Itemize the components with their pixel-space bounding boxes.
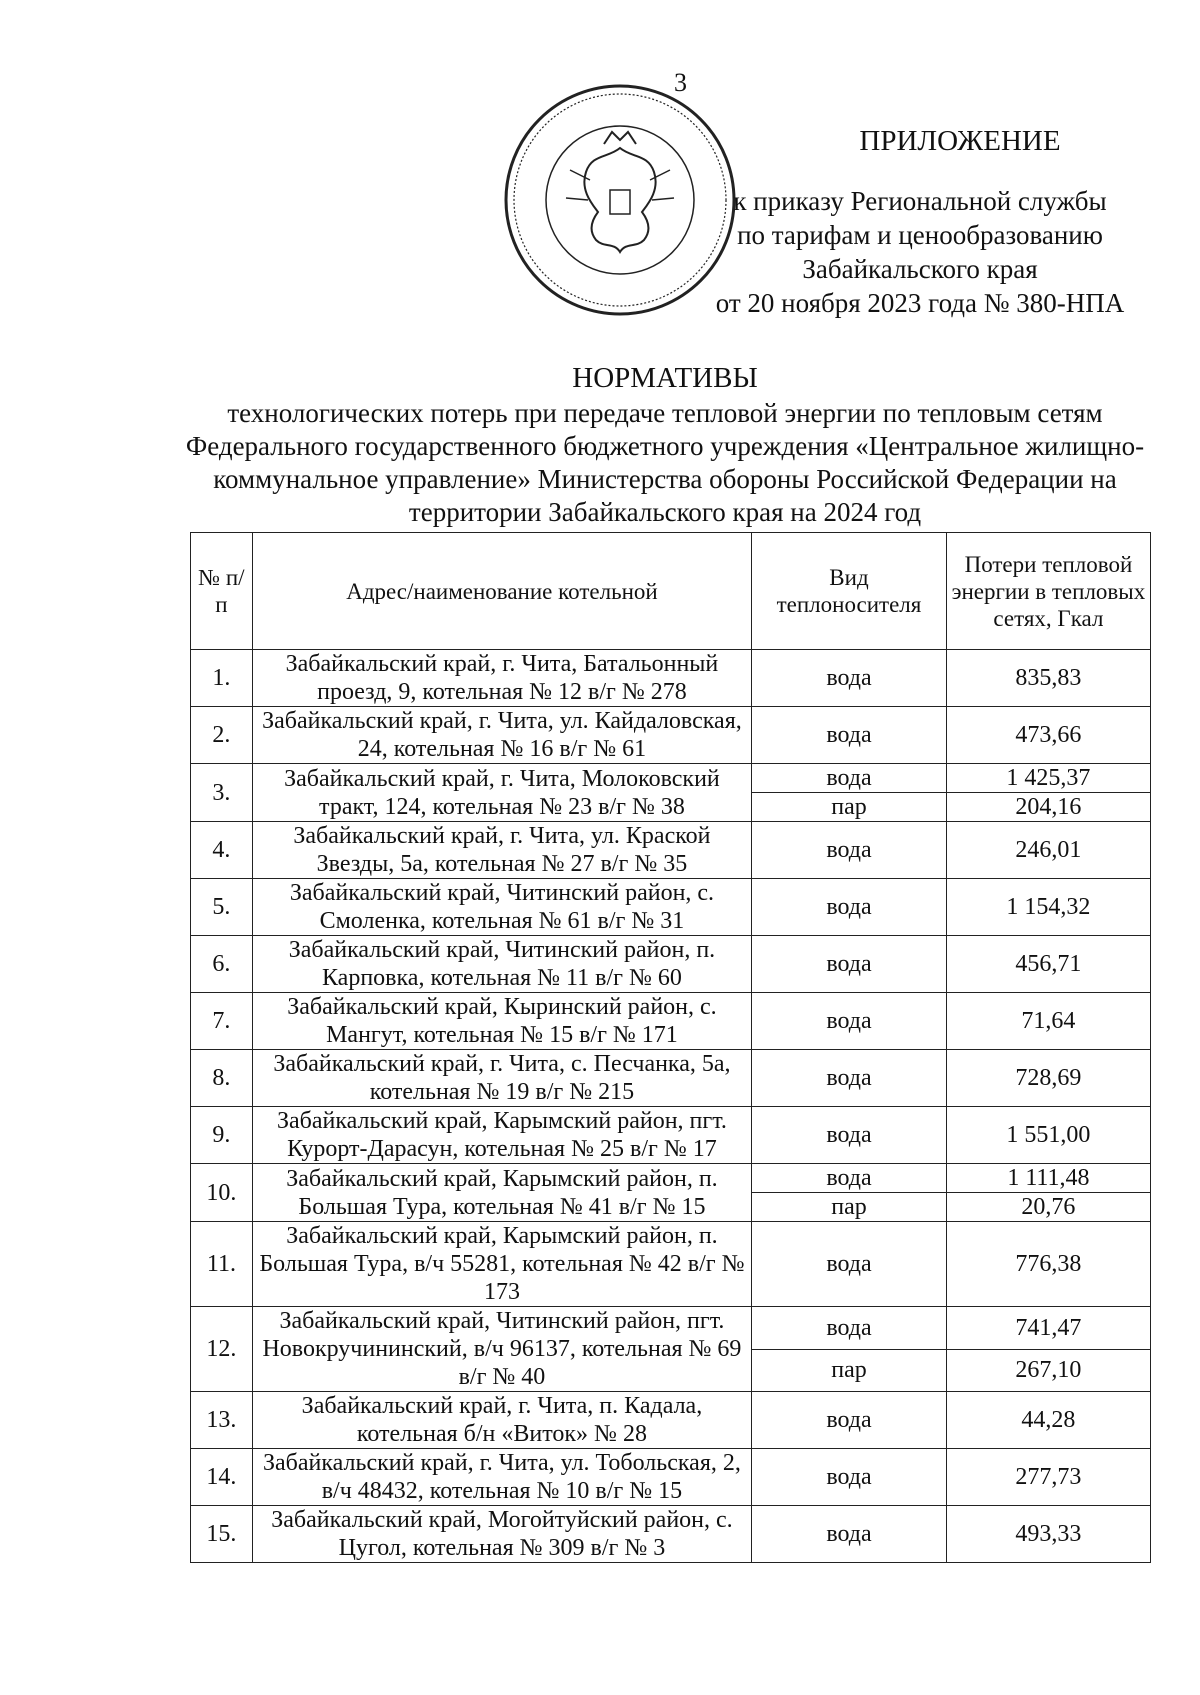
table-row — [191, 1164, 1151, 1193]
heat-carrier: вода — [752, 1222, 947, 1307]
boiler-address: Забайкальский край, г. Чита, ул. Краской Звезды, 5а, котельная № 27 в/г № 35 — [252, 822, 751, 879]
boiler-address: Забайкальский край, г. Чита, Молоковский тракт, 124, котельная № 23 в/г № 38 — [252, 764, 751, 822]
heat-carrier: вода — [752, 1307, 947, 1350]
table-row — [191, 879, 1151, 936]
heat-carrier: вода — [752, 1107, 947, 1164]
boiler-address: Забайкальский край, г. Чита, ул. Тобольская, 2, в/ч 48432, котельная № 10 в/г № 15 — [252, 1449, 751, 1506]
row-number: 8. — [191, 1050, 253, 1107]
heat-carrier: вода — [752, 1449, 947, 1506]
heat-loss-value: 277,73 — [946, 1449, 1150, 1506]
table-body — [191, 650, 1151, 1563]
header-carrier: Вид теплоносителя — [752, 533, 947, 650]
heat-loss-value: 20,76 — [946, 1193, 1150, 1222]
row-number: 14. — [191, 1449, 253, 1506]
heat-carrier: вода — [752, 650, 947, 707]
heat-loss-value: 1 425,37 — [946, 764, 1150, 793]
row-number: 1. — [191, 650, 253, 707]
heat-carrier: вода — [752, 993, 947, 1050]
boiler-address: Забайкальский край, Карымский район, пгт. Курорт-Дарасун, котельная № 25 в/г № 17 — [252, 1107, 751, 1164]
row-number: 6. — [191, 936, 253, 993]
header-num: № п/п — [191, 533, 253, 650]
row-number: 7. — [191, 993, 253, 1050]
table-row — [191, 1050, 1151, 1107]
heat-loss-value: 835,83 — [946, 650, 1150, 707]
table-row — [191, 1222, 1151, 1307]
document-subtitle: технологических потерь при передаче тепловой энергии по тепловым сетям Федерального государственного бюджетного учреждения «Центральное жилищно-коммунальное управление» Министерства обороны Российской Федерации на территории Забайкальского края на 2024 год — [185, 398, 1145, 527]
heat-carrier: вода — [752, 764, 947, 793]
boiler-address: Забайкальский край, г. Чита, с. Песчанка, 5а, котельная № 19 в/г № 215 — [252, 1050, 751, 1107]
row-number: 10. — [191, 1164, 253, 1222]
heat-carrier: вода — [752, 879, 947, 936]
heat-carrier: вода — [752, 1050, 947, 1107]
table-row — [191, 1107, 1151, 1164]
boiler-address: Забайкальский край, Могойтуйский район, с. Цугол, котельная № 309 в/г № 3 — [252, 1506, 751, 1563]
table-row — [191, 1392, 1151, 1449]
heat-carrier: вода — [752, 1164, 947, 1193]
heat-loss-value: 776,38 — [946, 1222, 1150, 1307]
boiler-address: Забайкальский край, Карымский район, п. Большая Тура, котельная № 41 в/г № 15 — [252, 1164, 751, 1222]
boiler-address: Забайкальский край, Кыринский район, с. Мангут, котельная № 15 в/г № 171 — [252, 993, 751, 1050]
row-number: 9. — [191, 1107, 253, 1164]
table-row — [191, 1449, 1151, 1506]
document-heading — [180, 362, 1150, 529]
boiler-address: Забайкальский край, Карымский район, п. Большая Тура, в/ч 55281, котельная № 42 в/г № 173 — [252, 1222, 751, 1307]
row-number: 3. — [191, 764, 253, 822]
heat-carrier: пар — [752, 793, 947, 822]
table-row — [191, 707, 1151, 764]
boiler-address: Забайкальский край, Читинский район, п. Карповка, котельная № 11 в/г № 60 — [252, 936, 751, 993]
header-address: Адрес/наименование котельной — [252, 533, 751, 650]
heat-carrier: вода — [752, 1506, 947, 1563]
header-losses: Потери тепловой энергии в тепловых сетях, Гкал — [946, 533, 1150, 650]
appendix-line: Забайкальского края — [802, 254, 1038, 284]
row-number: 4. — [191, 822, 253, 879]
heat-loss-value: 493,33 — [946, 1506, 1150, 1563]
boiler-address: Забайкальский край, г. Чита, ул. Кайдаловская, 24, котельная № 16 в/г № 61 — [252, 707, 751, 764]
row-number: 2. — [191, 707, 253, 764]
table-row — [191, 936, 1151, 993]
row-number: 5. — [191, 879, 253, 936]
boiler-address: Забайкальский край, Читинский район, с. Смоленка, котельная № 61 в/г № 31 — [252, 879, 751, 936]
heat-loss-value: 456,71 — [946, 936, 1150, 993]
heat-loss-value: 44,28 — [946, 1392, 1150, 1449]
row-number: 11. — [191, 1222, 253, 1307]
heat-loss-value: 1 154,32 — [946, 879, 1150, 936]
page-number: 3 — [674, 68, 687, 97]
boiler-address: Забайкальский край, г. Чита, п. Кадала, котельная б/н «Виток» № 28 — [252, 1392, 751, 1449]
heat-carrier: вода — [752, 936, 947, 993]
row-number: 12. — [191, 1307, 253, 1392]
heat-carrier: вода — [752, 707, 947, 764]
table-row — [191, 993, 1151, 1050]
table-header-row — [191, 533, 1151, 650]
heat-loss-value: 728,69 — [946, 1050, 1150, 1107]
heat-loss-value: 71,64 — [946, 993, 1150, 1050]
appendix-title: ПРИЛОЖЕНИЕ — [859, 125, 1061, 157]
boiler-address: Забайкальский край, Читинский район, пгт. Новокручининский, в/ч 96137, котельная № 69 в/г № 40 — [252, 1307, 751, 1392]
heat-carrier: пар — [752, 1193, 947, 1222]
heat-loss-value: 1 551,00 — [946, 1107, 1150, 1164]
row-number: 13. — [191, 1392, 253, 1449]
normatives-table — [190, 532, 1151, 1563]
table-row — [191, 1506, 1151, 1563]
appendix-line: от 20 ноября 2023 года № 380-НПА — [715, 288, 1125, 318]
heat-loss-value: 473,66 — [946, 707, 1150, 764]
document-title: НОРМАТИВЫ — [572, 362, 758, 394]
table-row — [191, 1307, 1151, 1350]
heat-loss-value: 246,01 — [946, 822, 1150, 879]
appendix-block — [700, 125, 1140, 320]
table-row — [191, 822, 1151, 879]
heat-loss-value: 1 111,48 — [946, 1164, 1150, 1193]
heat-carrier: вода — [752, 1392, 947, 1449]
heat-carrier: вода — [752, 822, 947, 879]
appendix-line: по тарифам и ценообразованию — [737, 220, 1103, 250]
table-row — [191, 764, 1151, 793]
row-number: 15. — [191, 1506, 253, 1563]
boiler-address: Забайкальский край, г. Чита, Батальонный проезд, 9, котельная № 12 в/г № 278 — [252, 650, 751, 707]
heat-loss-value: 741,47 — [946, 1307, 1150, 1350]
heat-loss-value: 267,10 — [946, 1349, 1150, 1392]
heat-carrier: пар — [752, 1349, 947, 1392]
table-row — [191, 650, 1151, 707]
heat-loss-value: 204,16 — [946, 793, 1150, 822]
appendix-line: к приказу Региональной службы — [733, 186, 1107, 216]
